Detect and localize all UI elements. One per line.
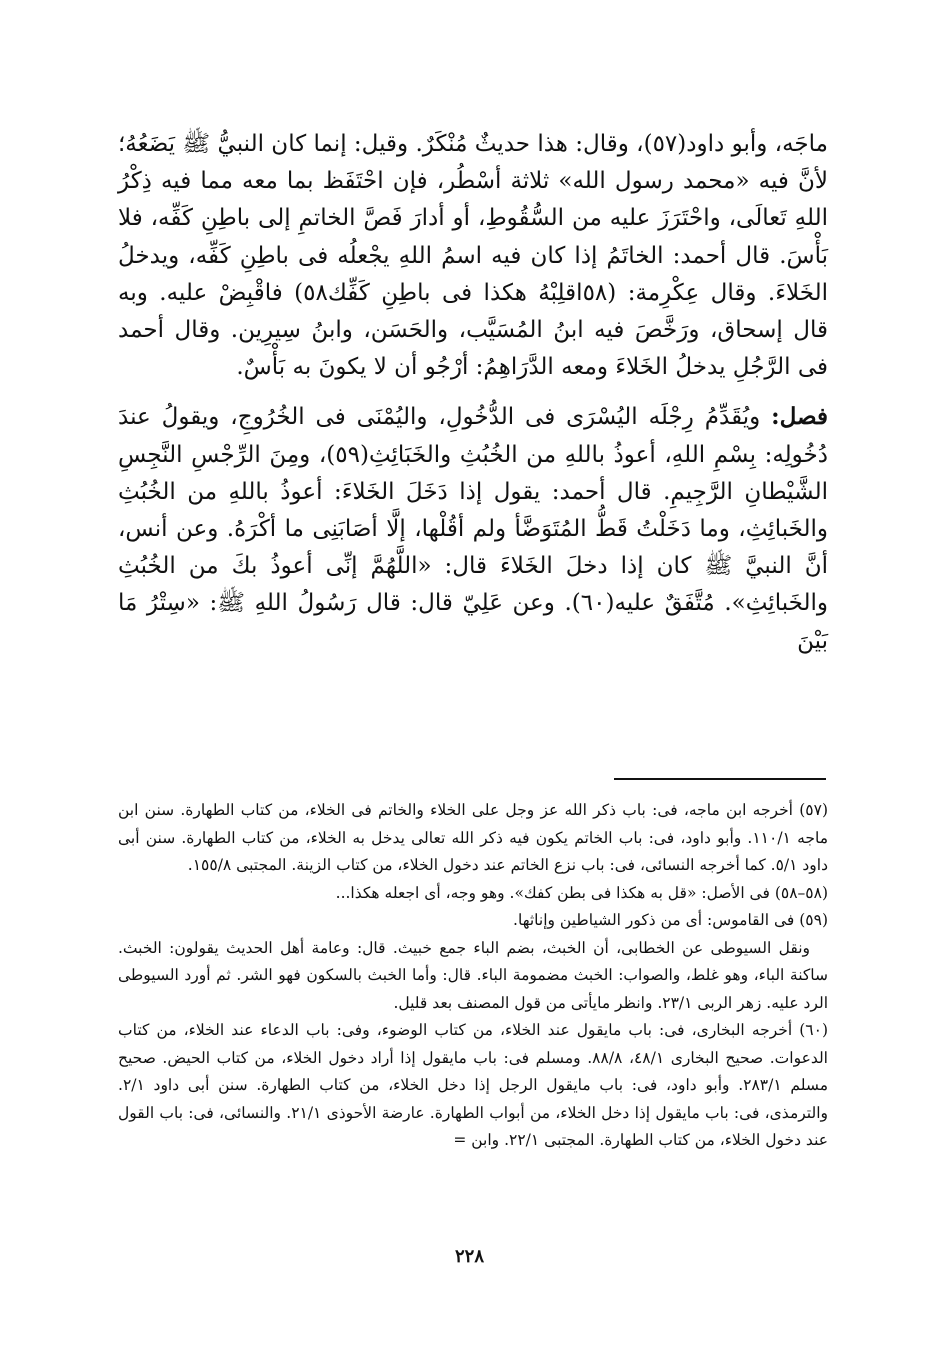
- main-paragraph-1: ماجَه، وأبو داود(٥٧)، وقال: هذا حديثٌ مُنْكَرٌ. وقيل: إنما كان النبيُّ ﷺ يَضَعُهُ؛ لأنَّ فيه «محمد رسول الله» ثلاثة أسْطُر، فإن احْتَفَظ بما معه مما فيه ذِكْرُ اللهِ تَعالَى، واحْتَرَزَ عليه من السُّقُوطِ، أو أدارَ فَصَّ الخاتمِ إلى باطِنِ كَفِّه، فلا بَأْسَ. قال أحمد: الخاتَمُ إذا كان فيه اسمُ اللهِ يجْعلُه فى باطِنِ كَفِّه، ويدخلُ الخَلاءَ. وقال عِكْرِمة: (٥٨اقلِبْهُ هكذا فى باطِنِ كَفِّك٥٨) فاقْبِضْ عليه. وبه قال إسحاق، ورَخَّصَ فيه ابنُ المُسَيَّب، والحَسَن، وابنُ سِيرِين. وقال أحمد فى الرَّجُلِ يدخلُ الخَلاءَ ومعه الدَّرَاهِمُ: أرْجُو أن لا يكونَ به بَأْسٌ.: [118, 131, 828, 381]
- footnote-59-note: ونقل السيوطى عن الخطابى، أن الخبث، بضم الباء جمع خبيث. قال: وعامة أهل الحديث يقولون: الخبث. ساكنة الباء، وهو غلط، والصواب: الخبث مضمومة الباء. قال: وأما الخبث بالسكون فهو الشر. ثم أورد السيوطى الرد عليه. زهر الربى ٢٣/١. وانظر مايأتى من قول المصنف بعد قليل.: [118, 938, 828, 1012]
- main-paragraph-2: [118, 398, 828, 659]
- section-heading-fasl: فصل:: [771, 403, 828, 431]
- main-text-body: [118, 126, 828, 660]
- footnote-divider: [614, 778, 826, 780]
- footnotes-section: [118, 797, 828, 1155]
- footnote-57: (٥٧) أخرجه ابن ماجه، فى: باب ذكر الله عز وجل على الخلاء والخاتم فى الخلاء، من كتاب الطهارة. سنن ابن ماجه ١١٠/١. وأبو داود، فى: باب الخاتم يكون فيه ذكر الله تعالى يدخل به الخلاء، من كتاب الطهارة. سنن أبى داود ٥/١. كما أخرجه النسائى، فى: باب نزع الخاتم عند دخول الخلاء، من كتاب الزينة. المجتبى ١٥٥/٨.: [118, 801, 828, 874]
- footnote-60: (٦٠) أخرجه البخارى، فى: باب مايقول عند الخلاء، من كتاب الوضوء، وفى: باب الدعاء عند الخلاء، من كتاب الدعوات. صحيح البخارى ٤٨/١، ٨٨/٨. ومسلم فى: باب مايقول إذا أراد دخول الخلاء، من كتاب الحيض. صحيح مسلم ٢٨٣/١. وأبو داود، فى: باب مايقول الرجل إذا دخل الخلاء، من كتاب الطهارة. سنن أبى داود ٢/١. والترمذى، فى: باب مايقول إذا دخل الخلاء، من أبواب الطهارة. عارضة الأحوذى ٢١/١. والنسائى، فى: باب القول عند دخول الخلاء، من كتاب الطهارة. المجتبى ٢٢/١. وابن =: [118, 1021, 828, 1149]
- page-number: ٢٢٨: [454, 1246, 484, 1267]
- footnote-59: (٥٩) فى القاموس: أى من ذكور الشياطين وإناثها.: [513, 911, 828, 929]
- main-paragraph-2-text: ويُقَدِّمُ رِجْلَه اليُسْرَى فى الدُّخُولِ، واليُمْنَى فى الخُرُوجِ، ويقولُ عندَ دُخُولِه: بِسْمِ اللهِ، أعوذُ باللهِ من الخُبُثِ والخَبَائِثِ(٥٩)، ومِنَ الرِّجْسِ النَّجِسِ الشَّيْطانِ الرَّجِيمِ. قال أحمد: يقول إذا دَخَلَ الخَلاءَ: أعوذُ باللهِ من الخُبُثِ والخَبائِثِ، وما دَخَلْتُ قَطُّ المُتَوَضَّأ ولم أقُلْها، إلَّا أصَابَنِى ما أكْرَهُ. وعن أنس، أنَّ النبيَّ ﷺ كان إذا دخلَ الخَلاءَ قال: «اللَّهُمَّ إنِّى أعوذُ بكَ من الخُبُثِ والخَبائِثِ». مُتَّفَقٌ عليه(٦٠). وعن عَلِيّ قال: قال رَسُولُ اللهِ ﷺ: «سِتْرُ مَا بَيْنَ: [118, 404, 828, 654]
- footnote-58: (٥٨–٥٨) فى الأصل: «قل به هكذا فى بطن كفك». وهو وجه، أى اجعله هكذا...: [335, 883, 828, 902]
